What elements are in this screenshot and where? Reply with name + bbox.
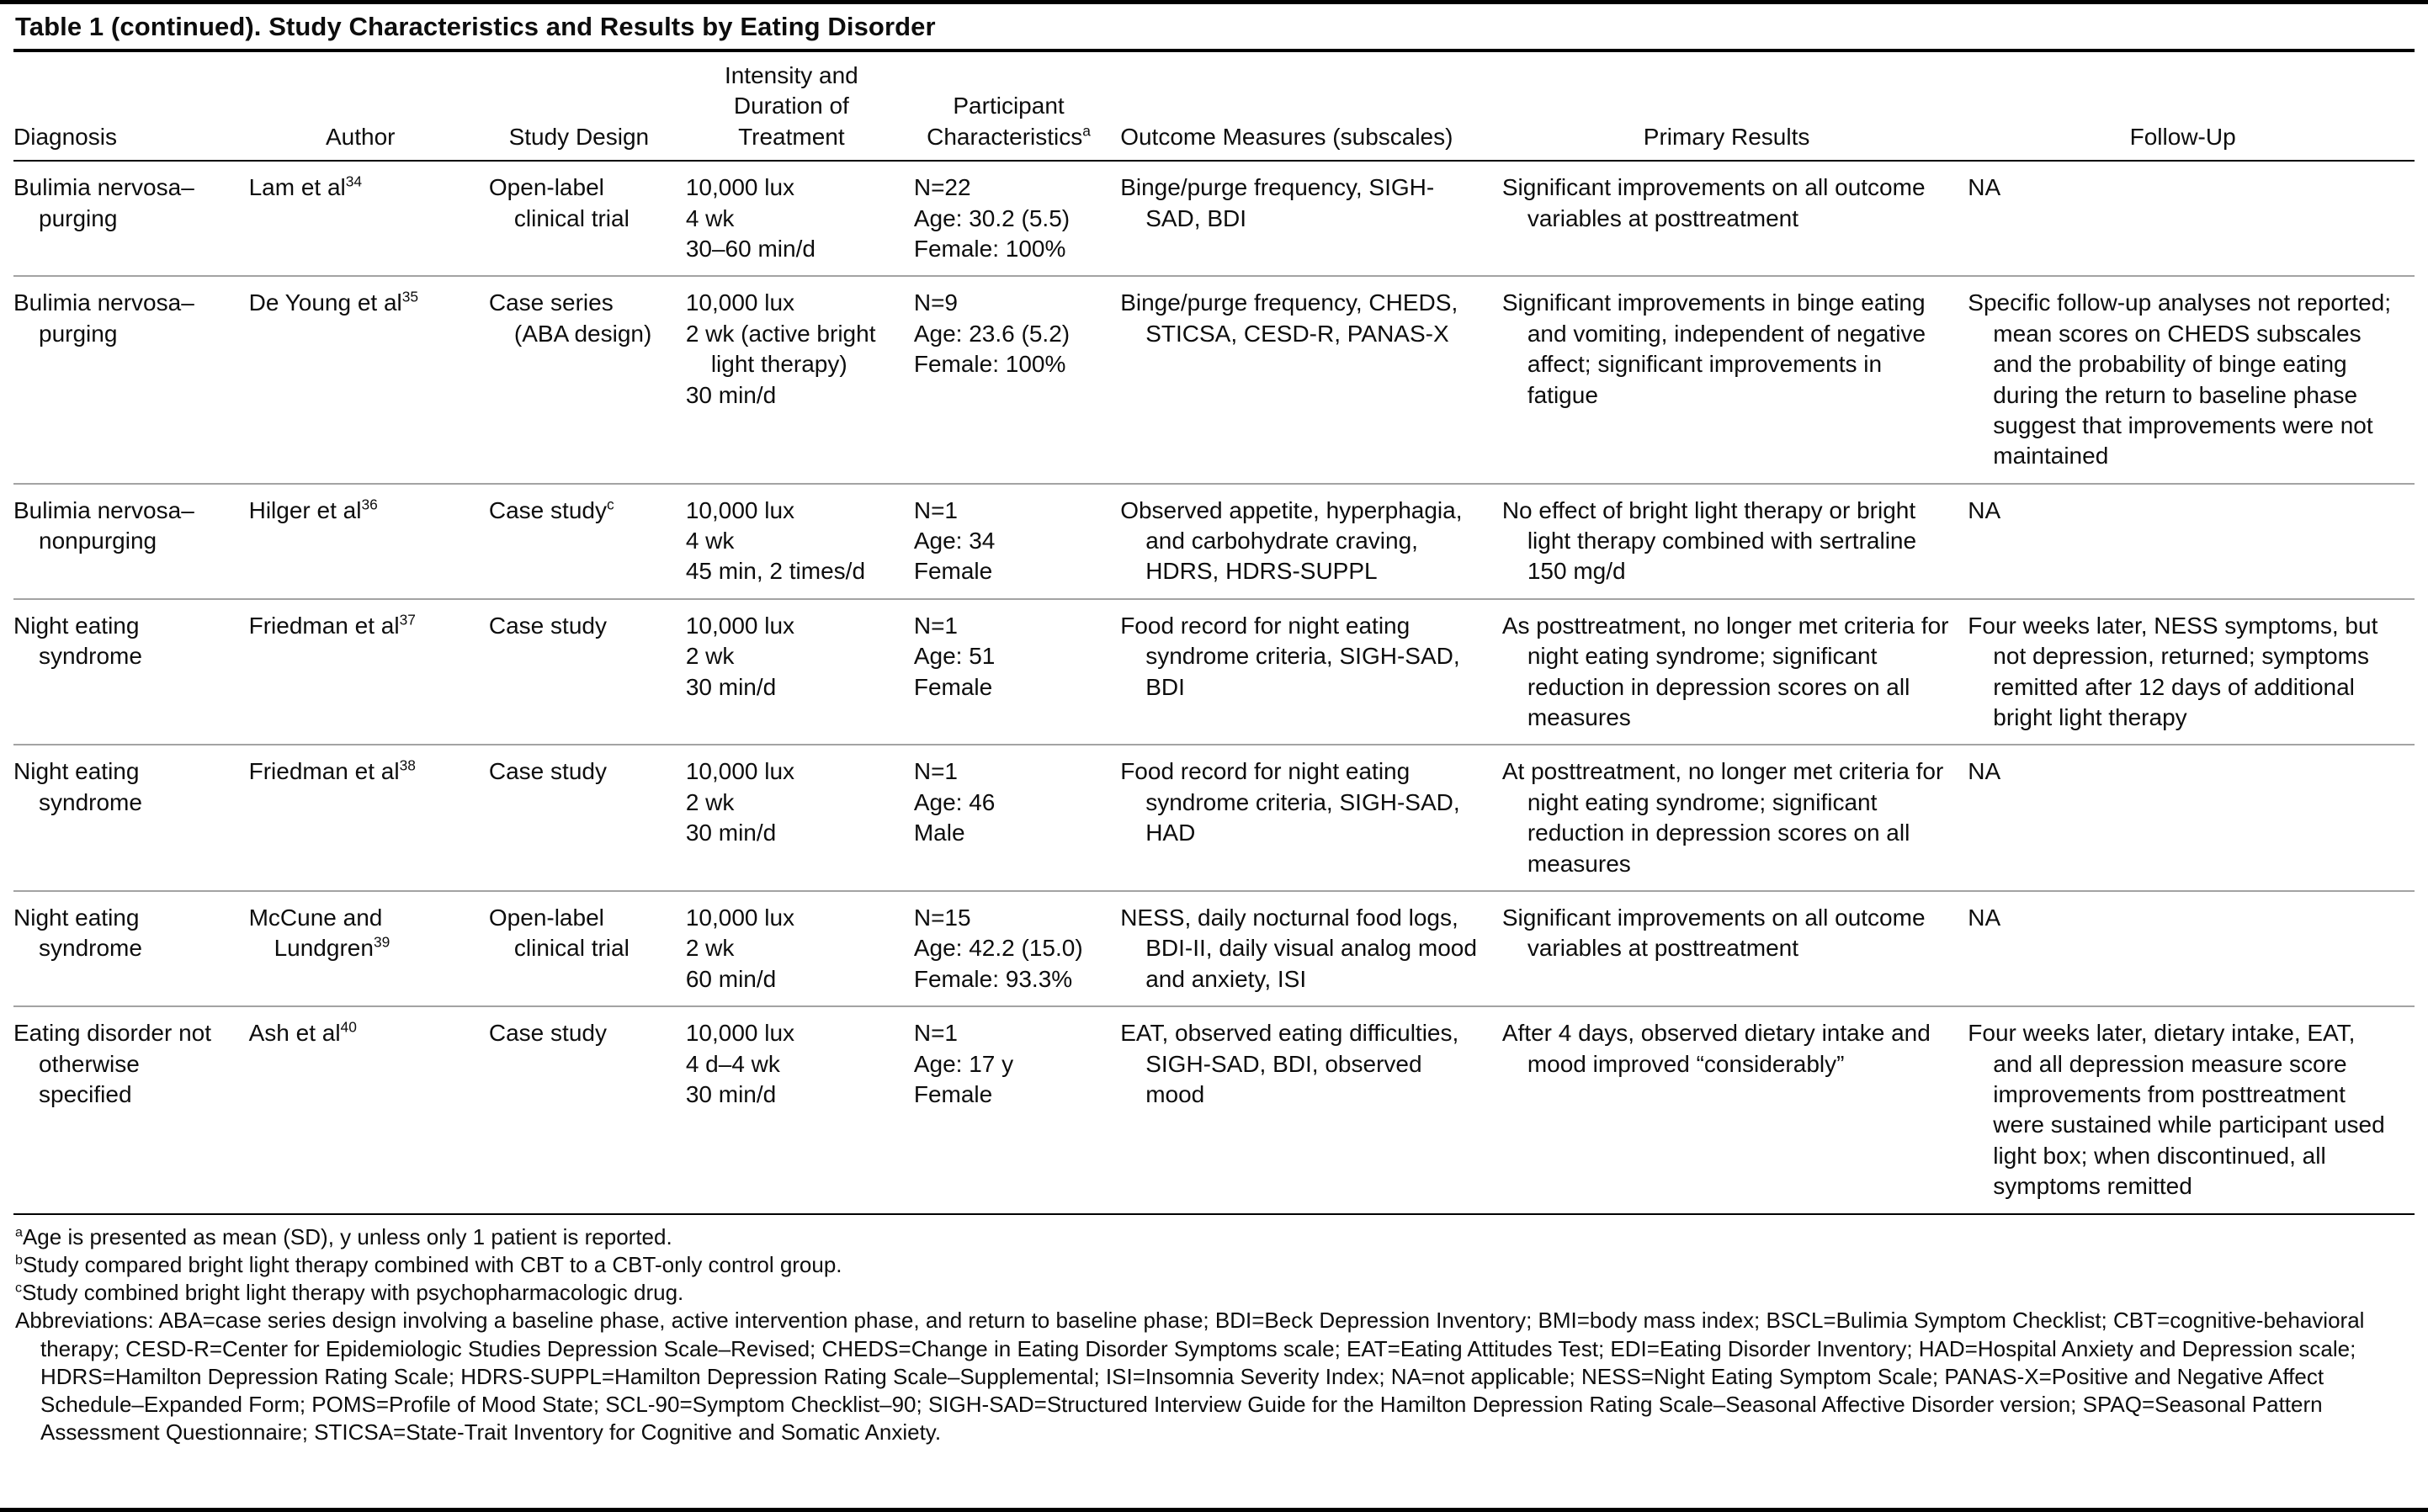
cell-followup: NA	[1968, 484, 2415, 599]
reference-superscript: 40	[340, 1018, 357, 1036]
cell-participants	[914, 891, 1120, 1006]
reference-superscript: 39	[373, 934, 390, 952]
author-text: Friedman et al	[248, 612, 400, 639]
cell-study-design	[489, 276, 686, 483]
cell-followup: Four weeks later, dietary intake, EAT, and all depression measure score improvements from posttreatment were sustained while participant used light box; when discontinued, all symptoms remitted	[1968, 1006, 2415, 1213]
cell-participants	[914, 161, 1120, 276]
table-body	[13, 161, 2415, 1213]
cell-participants	[914, 599, 1120, 745]
column-header-study-design: Study Design	[489, 52, 686, 161]
cell-intensity	[686, 891, 914, 1006]
footnote-marker-a: a	[15, 1223, 23, 1239]
cell-line: 10,000 lux	[685, 1020, 795, 1047]
design-text: Open-label clinical trial	[488, 904, 630, 962]
reference-superscript: 35	[401, 289, 419, 306]
footnote-c	[15, 1279, 2415, 1307]
cell-author	[249, 161, 489, 276]
author-text: Lam et al	[248, 174, 346, 201]
table-title-bar	[13, 4, 2415, 52]
cell-participants	[914, 1006, 1120, 1213]
footnote-a	[15, 1223, 2415, 1251]
cell-line: 10,000 lux	[685, 612, 795, 639]
header-row	[13, 52, 2415, 161]
cell-author	[249, 484, 489, 599]
cell-line: 2 wk	[685, 788, 735, 815]
cell-diagnosis: Night eating syndrome	[13, 599, 249, 745]
cell-diagnosis: Bulimia nervosa–purging	[13, 174, 194, 231]
cell-author	[249, 1006, 489, 1213]
cell-line: 10,000 lux	[685, 289, 795, 316]
cell-diagnosis: Night eating syndrome	[13, 745, 249, 891]
design-text: Case series (ABA design)	[488, 289, 652, 347]
reference-superscript: 34	[345, 172, 363, 190]
cell-line: 30 min/d	[685, 820, 777, 846]
column-header-followup: Follow-Up	[1968, 52, 2415, 161]
cell-intensity	[686, 484, 914, 599]
column-header-author: Author	[249, 52, 489, 161]
footnote-b	[15, 1251, 2415, 1279]
cell-line: Female	[913, 1080, 993, 1107]
table-row	[13, 484, 2415, 599]
table-row	[13, 599, 2415, 745]
cell-followup: NA	[1968, 891, 2415, 1006]
cell-intensity	[686, 745, 914, 891]
cell-line: 2 wk	[685, 643, 735, 670]
footnotes-section	[13, 1215, 2415, 1457]
cell-line: Age: 46	[913, 788, 996, 815]
reference-superscript: 38	[399, 757, 416, 775]
reference-superscript: 36	[361, 496, 378, 513]
cell-diagnosis: Eating disorder not otherwise specified	[13, 1006, 249, 1213]
author-text: De Young et al	[248, 289, 402, 316]
cell-line: 60 min/d	[685, 965, 777, 992]
cell-line: 10,000 lux	[685, 496, 795, 523]
footnote-b-text: Study compared bright light therapy combined with CBT to a CBT-only control group.	[22, 1251, 842, 1277]
cell-line: Male	[913, 820, 965, 846]
cell-followup: NA	[1968, 174, 2001, 201]
cell-line: Age: 42.2 (15.0)	[913, 935, 1083, 962]
cell-line: Age: 23.6 (5.2)	[913, 320, 1071, 347]
cell-line: 30 min/d	[685, 381, 777, 408]
study-characteristics-table	[13, 52, 2415, 1215]
column-header-outcomes: Outcome Measures (subscales)	[1120, 52, 1502, 161]
table-title: Table 1 (continued). Study Characteristics and Results by Eating Disorder	[15, 12, 936, 41]
cell-diagnosis: Bulimia nervosa–nonpurging	[13, 484, 249, 599]
cell-study-design	[489, 484, 686, 599]
footnote-ref-a: a	[1082, 122, 1091, 140]
design-text: Open-label clinical trial	[488, 174, 630, 231]
cell-line: Age: 17 y	[913, 1050, 1014, 1077]
cell-participants	[914, 484, 1120, 599]
cell-study-design	[489, 161, 686, 276]
cell-line: 10,000 lux	[685, 758, 795, 785]
cell-outcomes: Binge/purge frequency, CHEDS, STICSA, CESD-R, PANAS-X	[1120, 276, 1502, 483]
cell-line: Age: 30.2 (5.5)	[913, 204, 1071, 231]
cell-line: Age: 34	[913, 528, 996, 554]
cell-primary-results: Significant improvements on all outcome variables at posttreatment	[1502, 891, 1968, 1006]
table-row	[13, 276, 2415, 483]
cell-line: N=9	[913, 289, 959, 316]
cell-line: 10,000 lux	[685, 174, 795, 201]
author-text: McCune and Lundgren	[248, 904, 383, 962]
design-text: Case study	[488, 612, 607, 639]
cell-line: N=22	[913, 174, 971, 201]
footnote-marker-b: b	[15, 1252, 23, 1268]
cell-line: Female: 100%	[913, 351, 1066, 378]
cell-line: 10,000 lux	[685, 904, 795, 931]
cell-participants	[914, 276, 1120, 483]
cell-outcomes: NESS, daily nocturnal food logs, BDI-II, daily visual analog mood and anxiety, ISI	[1120, 891, 1502, 1006]
cell-outcomes: Binge/purge frequency, SIGH-SAD, BDI	[1120, 174, 1435, 231]
cell-line: 30–60 min/d	[685, 235, 816, 262]
cell-author	[249, 745, 489, 891]
cell-author	[249, 276, 489, 483]
cell-primary-results: After 4 days, observed dietary intake and mood improved “considerably”	[1502, 1006, 1968, 1213]
cell-primary-results: No effect of bright light therapy or bright light therapy combined with sertraline 150 mg/d	[1502, 484, 1968, 599]
cell-intensity	[686, 161, 914, 276]
cell-line: Female: 93.3%	[913, 965, 1073, 992]
table-header	[13, 52, 2415, 161]
cell-line: 4 wk	[685, 204, 735, 231]
cell-outcomes: Food record for night eating syndrome criteria, SIGH-SAD, HAD	[1120, 745, 1502, 891]
cell-diagnosis: Night eating syndrome	[13, 891, 249, 1006]
cell-line: Age: 51	[913, 643, 996, 670]
cell-line: 30 min/d	[685, 673, 777, 700]
cell-line: 4 d–4 wk	[685, 1050, 780, 1077]
reference-superscript: 37	[399, 611, 416, 629]
design-text: Case study	[488, 1020, 607, 1047]
cell-followup: Four weeks later, NESS symptoms, but not depression, returned; symptoms remitted after 12 days of additional bright light therapy	[1968, 599, 2415, 745]
footnote-a-text: Age is presented as mean (SD), y unless only 1 patient is reported.	[22, 1223, 672, 1249]
cell-line: N=1	[913, 496, 959, 523]
cell-line: N=1	[913, 758, 959, 785]
cell-line: Female: 100%	[913, 235, 1066, 262]
table-row	[13, 1006, 2415, 1213]
cell-outcomes: Food record for night eating syndrome criteria, SIGH-SAD, BDI	[1120, 599, 1502, 745]
table-row	[13, 745, 2415, 891]
cell-primary-results: As posttreatment, no longer met criteria for night eating syndrome; significant reduction in depression scores on all measures	[1502, 599, 1968, 745]
cell-followup: NA	[1968, 745, 2415, 891]
author-text: Ash et al	[248, 1020, 341, 1047]
author-text: Friedman et al	[248, 758, 400, 785]
abbreviations-note: Abbreviations: ABA=case series design involving a baseline phase, active intervention phase, and return to baseline phase; BDI=Beck Depression Inventory; BMI=body mass index; BSCL=Bulimia Symptom Checklist; CBT=cognitive-behavioral therapy; CESD-R=Center for Epidemiologic Studies Depression Scale–Revised; CHEDS=Change in Eating Disorder Symptoms scale; EAT=Eating Attitudes Test; EDI=Eating Disorder Inventory; HAD=Hospital Anxiety and Depression scale; HDRS=Hamilton Depression Rating Scale; HDRS-SUPPL=Hamilton Depression Rating Scale–Supplemental; ISI=Insomnia Severity Index; NA=not applicable; NESS=Night Eating Symptom Scale; PANAS-X=Positive and Negative Affect Schedule–Expanded Form; POMS=Profile of Mood State; SCL-90=Symptom Checklist–90; SIGH-SAD=Structured Interview Guide for the Hamilton Depression Rating Scale–Seasonal Affective Disorder version; SPAQ=Seasonal Pattern Assessment Questionnaire; STICSA=State-Trait Inventory for Cognitive and Somatic Anxiety.	[15, 1308, 2365, 1446]
cell-line: 2 wk (active bright light therapy)	[685, 320, 876, 378]
column-header-participants-label: Participant Characteristics	[927, 93, 1083, 150]
cell-followup: Specific follow-up analyses not reported; mean scores on CHEDS subscales and the probability of binge eating during the return to baseline phase suggest that improvements were not maintained	[1968, 276, 2415, 483]
cell-diagnosis: Bulimia nervosa–purging	[13, 276, 249, 483]
table-row	[13, 891, 2415, 1006]
footnote-marker-c: c	[15, 1280, 23, 1296]
cell-line: Female	[913, 673, 993, 700]
cell-line: N=1	[913, 612, 959, 639]
cell-primary-results: At posttreatment, no longer met criteria for night eating syndrome; significant reduction in depression scores on all measures	[1502, 745, 1968, 891]
design-text: Case study	[488, 496, 607, 523]
cell-line: Female	[913, 558, 993, 585]
column-header-primary-results: Primary Results	[1502, 52, 1968, 161]
cell-line: 30 min/d	[685, 1080, 777, 1107]
cell-study-design	[489, 1006, 686, 1213]
footnote-ref: c	[606, 496, 614, 513]
cell-author	[249, 599, 489, 745]
cell-outcomes: EAT, observed eating difficulties, SIGH-SAD, BDI, observed mood	[1120, 1006, 1502, 1213]
cell-line: 2 wk	[685, 935, 735, 962]
cell-line: 45 min, 2 times/d	[685, 558, 866, 585]
table-row	[13, 161, 2415, 276]
design-text: Case study	[488, 758, 607, 785]
cell-author	[249, 891, 489, 1006]
cell-primary-results: Significant improvements on all outcome variables at posttreatment	[1501, 174, 1926, 231]
cell-study-design	[489, 891, 686, 1006]
cell-line: N=1	[913, 1020, 959, 1047]
column-header-participants	[914, 52, 1120, 161]
cell-intensity	[686, 276, 914, 483]
cell-study-design	[489, 599, 686, 745]
cell-line: N=15	[913, 904, 971, 931]
cell-study-design	[489, 745, 686, 891]
cell-outcomes: Observed appetite, hyperphagia, and carbohydrate craving, HDRS, HDRS-SUPPL	[1120, 484, 1502, 599]
footnote-c-text: Study combined bright light therapy with psychopharmacologic drug.	[22, 1280, 684, 1306]
author-text: Hilger et al	[248, 496, 362, 523]
cell-primary-results: Significant improvements in binge eating and vomiting, independent of negative affect; significant improvements in fatigue	[1502, 276, 1968, 483]
cell-line: 4 wk	[685, 528, 735, 554]
column-header-intensity: Intensity and Duration of Treatment	[686, 52, 914, 161]
column-header-diagnosis: Diagnosis	[13, 52, 249, 161]
cell-intensity	[686, 1006, 914, 1213]
bottom-spacer	[13, 1457, 2415, 1508]
cell-participants	[914, 745, 1120, 891]
cell-intensity	[686, 599, 914, 745]
